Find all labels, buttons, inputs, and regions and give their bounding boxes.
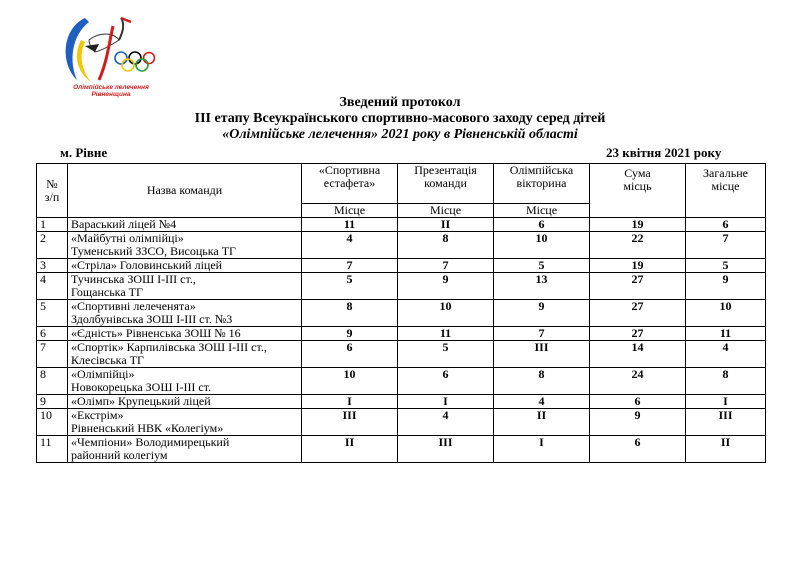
sum-places: 27 bbox=[590, 327, 686, 341]
team-name bbox=[68, 300, 302, 327]
presentation-place: 7 bbox=[398, 259, 494, 273]
team-name-line2: Туменський ЗЗСО, Висоцька ТГ bbox=[71, 244, 236, 258]
header-subtitle: ІІІ етапу Всеукраїнського спортивно-масового заходу серед дітей bbox=[194, 111, 606, 126]
table-row bbox=[37, 273, 766, 300]
table-row bbox=[37, 259, 766, 273]
team-name bbox=[68, 259, 302, 273]
header-title: Зведений протокол bbox=[339, 95, 461, 110]
header-relay-line1: «Спортивна bbox=[318, 163, 381, 177]
header-overall-line1: Загальне bbox=[703, 166, 748, 180]
team-name bbox=[68, 436, 302, 463]
overall-place: 10 bbox=[686, 300, 766, 327]
team-name-line2: Рівненський НВК «Колегіум» bbox=[71, 421, 224, 435]
header-presentation-line2: команди bbox=[424, 176, 467, 190]
team-name-line2: Гощанська ТГ bbox=[71, 285, 143, 299]
presentation-place: 11 bbox=[398, 327, 494, 341]
relay-place: II bbox=[302, 436, 398, 463]
table-body bbox=[37, 218, 766, 463]
relay-place: I bbox=[302, 395, 398, 409]
header-quiz bbox=[494, 164, 590, 204]
team-name-line1: «Олімпійці» bbox=[71, 367, 135, 381]
logo-caption-line1: Олімпійське лелечення bbox=[73, 84, 149, 91]
header-quiz-line2: вікторина bbox=[516, 176, 567, 190]
header-team: Назва команди bbox=[68, 164, 302, 218]
presentation-place: 5 bbox=[398, 341, 494, 368]
row-number: 1 bbox=[37, 218, 68, 232]
presentation-place: II bbox=[398, 218, 494, 232]
relay-place: 6 bbox=[302, 341, 398, 368]
quiz-place: 10 bbox=[494, 232, 590, 259]
header-sum-line1: Сума bbox=[624, 166, 651, 180]
header-overall bbox=[686, 164, 766, 218]
team-name-line2: Клесівська ТГ bbox=[71, 353, 144, 367]
header-presentation-line1: Презентація bbox=[414, 163, 477, 177]
table-row bbox=[37, 436, 766, 463]
quiz-place: 8 bbox=[494, 368, 590, 395]
team-name bbox=[68, 341, 302, 368]
team-name bbox=[68, 327, 302, 341]
row-number: 8 bbox=[37, 368, 68, 395]
presentation-place: 9 bbox=[398, 273, 494, 300]
team-name-line1: «Єдність» Рівненська ЗОШ № 16 bbox=[71, 326, 241, 340]
table-row bbox=[37, 300, 766, 327]
overall-place: 4 bbox=[686, 341, 766, 368]
header-num bbox=[37, 164, 68, 218]
team-name-line1: «Екстрім» bbox=[71, 408, 124, 422]
quiz-place: 13 bbox=[494, 273, 590, 300]
relay-place: 10 bbox=[302, 368, 398, 395]
quiz-place: II bbox=[494, 409, 590, 436]
presentation-place: 6 bbox=[398, 368, 494, 395]
sum-places: 6 bbox=[590, 436, 686, 463]
relay-place: III bbox=[302, 409, 398, 436]
row-number: 2 bbox=[37, 232, 68, 259]
row-number: 7 bbox=[37, 341, 68, 368]
relay-place: 4 bbox=[302, 232, 398, 259]
team-name bbox=[68, 273, 302, 300]
sum-places: 14 bbox=[590, 341, 686, 368]
team-name bbox=[68, 232, 302, 259]
subheader-presentation-place: Місце bbox=[398, 204, 494, 218]
subheader-quiz-place: Місце bbox=[494, 204, 590, 218]
presentation-place: III bbox=[398, 436, 494, 463]
overall-place: I bbox=[686, 395, 766, 409]
overall-place: 9 bbox=[686, 273, 766, 300]
row-number: 10 bbox=[37, 409, 68, 436]
sum-places: 27 bbox=[590, 300, 686, 327]
header-num-line1: № bbox=[46, 176, 58, 191]
quiz-place: 4 bbox=[494, 395, 590, 409]
header-overall-line2: місце bbox=[711, 179, 740, 193]
row-number: 9 bbox=[37, 395, 68, 409]
team-name-line1: Вараський ліцей №4 bbox=[71, 217, 177, 231]
presentation-place: I bbox=[398, 395, 494, 409]
document-header bbox=[0, 95, 800, 143]
team-name bbox=[68, 368, 302, 395]
results-table bbox=[36, 163, 766, 463]
presentation-place: 10 bbox=[398, 300, 494, 327]
table-row bbox=[37, 232, 766, 259]
sum-places: 19 bbox=[590, 259, 686, 273]
overall-place: III bbox=[686, 409, 766, 436]
row-number: 4 bbox=[37, 273, 68, 300]
table-header-row bbox=[37, 164, 766, 204]
sum-places: 27 bbox=[590, 273, 686, 300]
overall-place: 8 bbox=[686, 368, 766, 395]
team-name bbox=[68, 409, 302, 436]
subheader-relay-place: Місце bbox=[302, 204, 398, 218]
header-quiz-line1: Олімпійська bbox=[509, 163, 574, 177]
table-row bbox=[37, 409, 766, 436]
sum-places: 24 bbox=[590, 368, 686, 395]
team-name-line1: «Олімп» Крупецький ліцей bbox=[71, 394, 211, 408]
team-name-line1: «Майбутні олімпійці» bbox=[71, 231, 184, 245]
logo-caption-line2: Рівненщина bbox=[91, 91, 131, 98]
relay-place: 11 bbox=[302, 218, 398, 232]
quiz-place: III bbox=[494, 341, 590, 368]
quiz-place: I bbox=[494, 436, 590, 463]
presentation-place: 4 bbox=[398, 409, 494, 436]
relay-place: 5 bbox=[302, 273, 398, 300]
header-presentation bbox=[398, 164, 494, 204]
team-name-line2: Новокорецька ЗОШ І-ІІІ ст. bbox=[71, 380, 212, 394]
team-name-line1: «Спортивні лелеченята» bbox=[71, 299, 196, 313]
quiz-place: 7 bbox=[494, 327, 590, 341]
quiz-place: 5 bbox=[494, 259, 590, 273]
quiz-place: 6 bbox=[494, 218, 590, 232]
team-name-line1: «Чемпіони» Володимирецький bbox=[71, 435, 230, 449]
team-name bbox=[68, 218, 302, 232]
team-name-line1: Тучинська ЗОШ І-ІІІ ст., bbox=[71, 272, 196, 286]
sum-places: 22 bbox=[590, 232, 686, 259]
header-relay-line2: естафета» bbox=[323, 176, 376, 190]
overall-place: 6 bbox=[686, 218, 766, 232]
header-event-name: «Олімпійське лелечення» 2021 року в Рівненській області bbox=[222, 127, 578, 142]
overall-place: II bbox=[686, 436, 766, 463]
relay-place: 9 bbox=[302, 327, 398, 341]
table-row bbox=[37, 341, 766, 368]
header-sum-line2: місць bbox=[623, 179, 652, 193]
overall-place: 5 bbox=[686, 259, 766, 273]
quiz-place: 9 bbox=[494, 300, 590, 327]
header-relay bbox=[302, 164, 398, 204]
table-row bbox=[37, 395, 766, 409]
header-num-line2: з/п bbox=[44, 189, 60, 204]
sum-places: 6 bbox=[590, 395, 686, 409]
relay-place: 8 bbox=[302, 300, 398, 327]
sum-places: 19 bbox=[590, 218, 686, 232]
team-name-line1: «Стріла» Головинський ліцей bbox=[71, 258, 223, 272]
row-number: 5 bbox=[37, 300, 68, 327]
team-name-line1: «Спортік» Карпилівська ЗОШ І-ІІІ ст., bbox=[71, 340, 267, 354]
place-label: м. Рівне bbox=[60, 145, 108, 160]
table-row bbox=[37, 327, 766, 341]
team-name bbox=[68, 395, 302, 409]
table-row bbox=[37, 218, 766, 232]
sum-places: 9 bbox=[590, 409, 686, 436]
row-number: 11 bbox=[37, 436, 68, 463]
relay-place: 7 bbox=[302, 259, 398, 273]
team-name-line2: Здолбунівська ЗОШ І-ІІІ ст. №3 bbox=[71, 312, 233, 326]
row-number: 3 bbox=[37, 259, 68, 273]
overall-place: 11 bbox=[686, 327, 766, 341]
date-label: 23 квітня 2021 року bbox=[606, 145, 722, 160]
presentation-place: 8 bbox=[398, 232, 494, 259]
row-number: 6 bbox=[37, 327, 68, 341]
overall-place: 7 bbox=[686, 232, 766, 259]
team-name-line2: районний колегіум bbox=[71, 448, 168, 462]
header-sum bbox=[590, 164, 686, 218]
table-row bbox=[37, 368, 766, 395]
